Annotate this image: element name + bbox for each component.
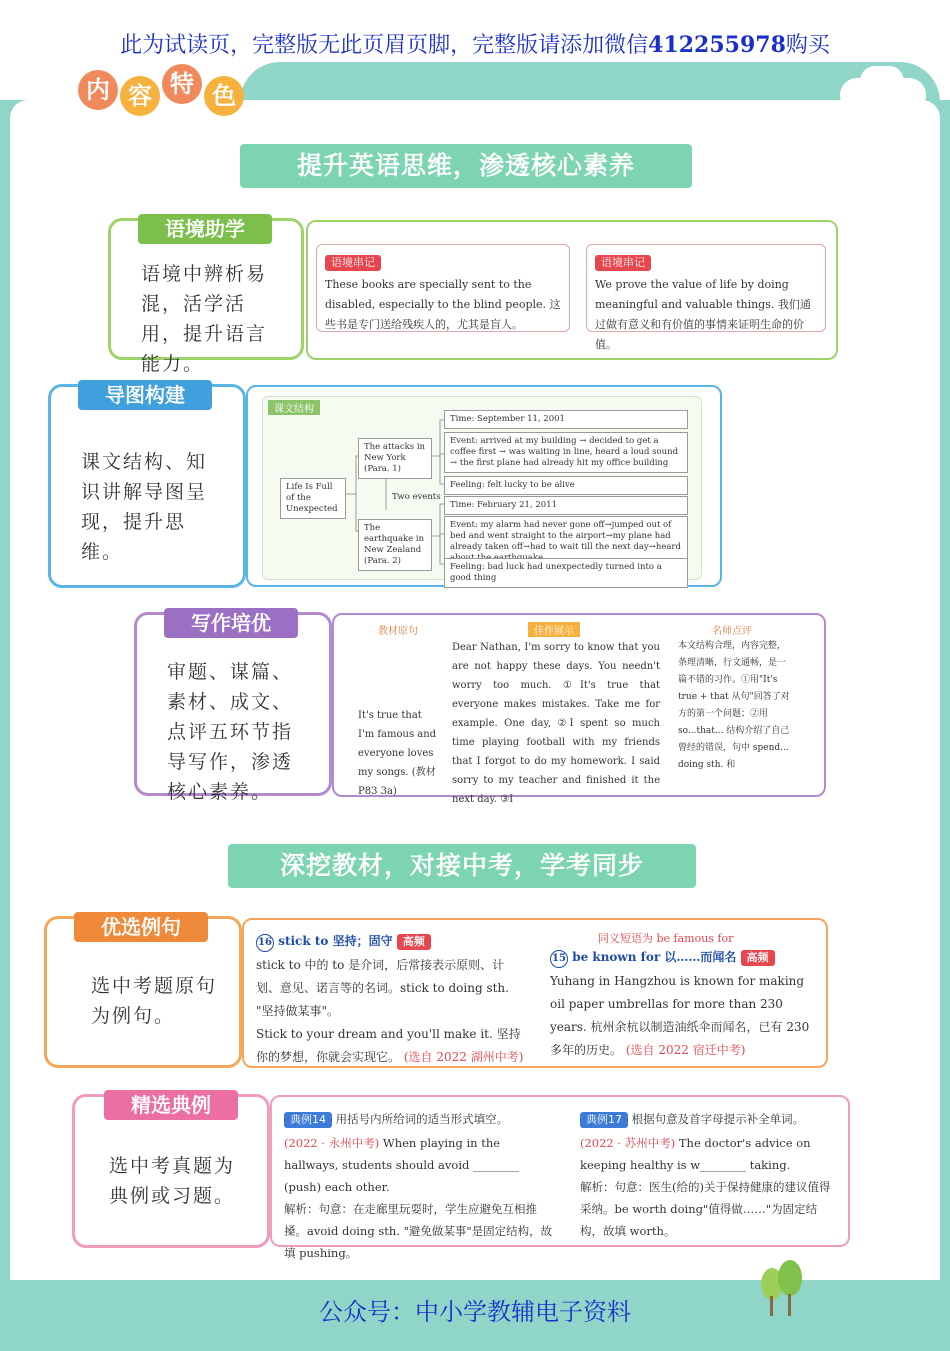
xiezuo-description: 审题、谋篇、素材、成文、点评五环节指导写作，渗透核心素养。 — [134, 612, 332, 796]
mindmap-event-1: Event: arrived at my building → decided to get a coffee first → was waiting in line, heard a loud sound → the first plane had already hit my office building — [444, 432, 688, 473]
example-question: When playing in the hallways, students should avoid ________ (push) each other. — [284, 1136, 520, 1194]
yujing-card-1 — [316, 244, 570, 332]
jingxuan-tag: 精选典例 — [104, 1090, 238, 1120]
mindmap-time-2: Time: February 21, 2011 — [444, 496, 688, 515]
col-head-essay: 佳作展示 — [528, 622, 580, 637]
xiezuo-tag: 写作培优 — [164, 608, 298, 638]
entry-title: stick to 坚持；固守 — [278, 934, 393, 948]
section2-banner: 深挖教材，对接中考，学考同步 — [228, 844, 696, 888]
yujing-tag: 语境助学 — [138, 214, 272, 244]
yujing-card-2 — [586, 244, 826, 351]
youxuan-entry-1 — [256, 930, 526, 1069]
mindmap-label: 课文结构 — [268, 400, 320, 415]
brand-char: 容 — [120, 76, 160, 116]
col-head-original: 教材原句 — [378, 626, 418, 637]
example-17 — [580, 1108, 838, 1242]
mindmap-branch-1: The attacks in New York (Para. 1) — [358, 438, 432, 479]
entry-body: stick to 中的 to 是介词，后常接表示原则、计划、意见、诺言等的名词。stick to doing sth. "坚持做某事"。 — [256, 958, 509, 1018]
pill-label: 语境串记 — [325, 255, 381, 271]
col-head-comment: 名师点评 — [712, 626, 752, 637]
youxuan-entry-2 — [550, 946, 816, 1062]
card-text: We prove the value of life by doing meaningful and valuable things. 我们通过做有意义和有价值的事情来证明生命的价值。 — [595, 278, 811, 351]
entry-title: be known for 以……而闻名 — [572, 950, 737, 964]
example-label: 典例17 — [580, 1112, 628, 1128]
footer-text: 公众号：中小学教辅电子资料 — [319, 1298, 631, 1326]
pill-label: 语境串记 — [595, 255, 651, 271]
example-title: 根据句意及首字母提示补全单词。 — [631, 1112, 805, 1126]
mindmap-feeling-1: Feeling: felt lucky to be alive — [444, 476, 688, 495]
example-label: 典例14 — [284, 1112, 332, 1128]
original-sentence: It's true that I'm famous and everyone loves my songs. (教材 P83 3a) — [358, 710, 437, 797]
example-source: (2022 · 永州中考) — [284, 1136, 380, 1150]
daotu-description: 课文结构、知识讲解导图呈现，提升思维。 — [48, 384, 246, 588]
trial-notice: 此为试读页，完整版无此页眉页脚，完整版请添加微信412255978购买 — [120, 32, 830, 58]
entry-number: 16 — [256, 934, 274, 952]
brand-char: 色 — [204, 76, 244, 116]
teacher-comment: 本文结构合理，内容完整，条理清晰，行文通畅，是一篇不错的习作。①用"It's true + that 从句"回答了对方的第一个问题；②用 so...that... 结构介绍了自己曾经的错误，句中 spend... doing sth. 和 — [678, 641, 790, 770]
mindmap-feeling-2: Feeling: bad luck had unexpectedly turned into a good thing — [444, 558, 688, 588]
entry-example: Stick to your dream and you'll make it. 坚持你的梦想，你就会实现它。 — [256, 1027, 521, 1064]
example-title: 用括号内所给词的适当形式填空。 — [335, 1112, 509, 1126]
mindmap-event-2: Event: my alarm had never gone off→jumped out of bed and went straight to the airport→my plane had already taken off→had to wait till the next day→heard — [444, 516, 688, 568]
entry-example: Yuhang in Hangzhou is known for making oil paper umbrellas for more than 230 years. 杭州余杭以制造油纸伞而闻名，已有 230 多年的历史。 — [550, 974, 810, 1057]
cloud-decoration — [860, 66, 904, 96]
daotu-tag: 导图构建 — [78, 380, 212, 410]
yujing-description: 语境中辨析易混，活学活用，提升语言能力。 — [108, 218, 304, 360]
entry-source: (选自 2022 宿迁中考) — [625, 1043, 746, 1057]
entry-source: (选自 2022 湖州中考) — [403, 1050, 524, 1064]
mindmap-time-1: Time: September 11, 2001 — [444, 410, 688, 429]
mindmap-root: Life Is Full of the Unexpected — [280, 478, 346, 519]
example-14 — [284, 1108, 554, 1264]
section1-banner: 提升英语思维，渗透核心素养 — [240, 144, 692, 188]
example-answer: 解析：句意：医生(给的)关于保持健康的建议值得采纳。be worth doing"值得做……"为固定结构，故填 worth。 — [580, 1180, 831, 1238]
brand-char: 内 — [78, 70, 118, 110]
mindmap-branch-2: The earthquake in New Zealand (Para. 2) — [358, 519, 432, 571]
entry-number: 15 — [550, 950, 568, 968]
frequency-badge: 高频 — [397, 934, 431, 950]
youxuan-tag: 优选例句 — [74, 912, 208, 942]
jingxuan-description: 选中考真题为典例或习题。 — [72, 1094, 270, 1248]
synonym-note: 同义短语为 be famous for — [598, 932, 734, 945]
youxuan-description: 选中考题原句为例句。 — [44, 916, 242, 1068]
brand-char: 特 — [162, 64, 202, 104]
mindmap-two-events: Two events — [392, 492, 441, 502]
example-answer: 解析：句意：在走廊里玩耍时，学生应避免互相推搡。avoid doing sth. "避免做某事"是固定结构，故填 pushing。 — [284, 1202, 553, 1260]
frequency-badge: 高频 — [741, 950, 775, 966]
example-question: The doctor's advice on keeping healthy is w________ taking. — [580, 1136, 811, 1172]
card-text: These books are specially sent to the disabled, especially to the blind people. 这些书是专门送给残疾人的，尤其是盲人。 — [325, 278, 561, 331]
brand-title — [78, 70, 244, 116]
essay-text: Dear Nathan, I'm sorry to know that you are not happy these days. You needn't worry too much. ①It's true that everyone makes mistakes. Take me for example. One day, ②I spent so much time playing football with my friends that I forgot to do my homework. I said sorry to my teacher and finished it the next day. ③I — [452, 642, 660, 805]
example-source: (2022 · 苏州中考) — [580, 1136, 676, 1150]
